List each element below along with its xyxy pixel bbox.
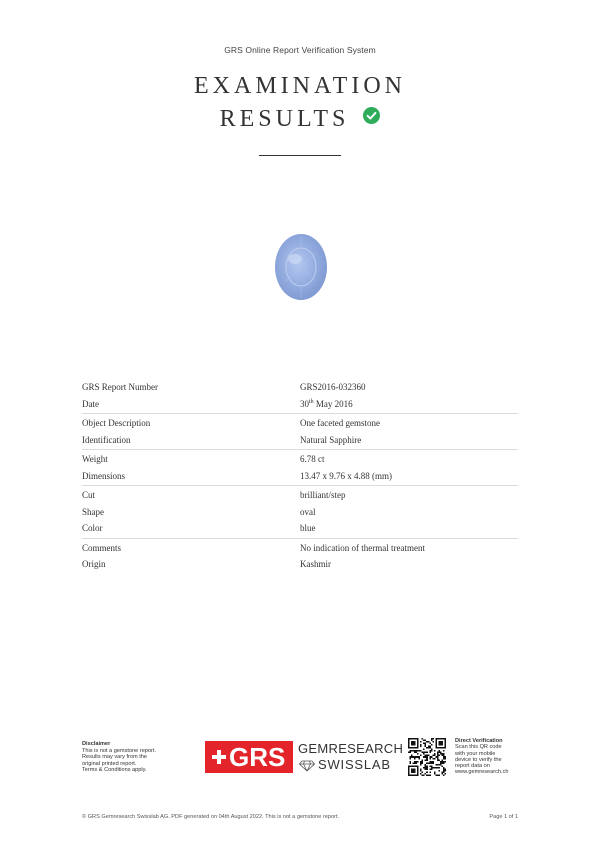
disclaimer-text: This is not a gemstone report. Results may vary from the original printed report. Terms & Conditions apply. [82, 747, 156, 773]
swiss-cross-icon [212, 750, 226, 764]
date-value [300, 399, 518, 409]
logo-name-line1: GEMRESEARCH [298, 741, 404, 756]
date-label: Date [82, 398, 99, 409]
results-table [82, 379, 518, 575]
footer-page-number: Page 1 of 1 [489, 814, 518, 820]
origin-value: Kashmir [300, 559, 331, 570]
check-circle-icon [363, 104, 380, 131]
object-description-label: Object Description [82, 418, 151, 429]
object-description-value: One faceted gemstone [300, 418, 380, 429]
identification-label: Identification [82, 434, 131, 445]
result-row-weight [82, 451, 518, 468]
origin-label: Origin [82, 559, 106, 570]
weight-label: Weight [82, 454, 108, 465]
disclaimer-heading: Disclaimer [82, 741, 111, 747]
qr-code[interactable] [408, 738, 446, 776]
page-title-line1: EXAMINATION [194, 73, 406, 99]
result-row-color [82, 520, 518, 537]
result-row-identification [82, 432, 518, 449]
title-divider [259, 155, 341, 156]
verification-text: Scan this QR code with your mobile device to verify the report data on www.gemresearch.ch [455, 744, 509, 776]
weight-value: 6.78 ct [300, 454, 325, 465]
shape-value: oval [300, 506, 316, 517]
result-row-report-number [82, 379, 518, 396]
date-day: 30 [300, 398, 309, 409]
results-group-appearance [82, 487, 518, 539]
result-row-date [82, 396, 518, 413]
disclaimer [82, 741, 192, 774]
identification-value: Natural Sapphire [300, 434, 362, 445]
verification-heading: Direct Verification [455, 738, 503, 744]
report-number-label: GRS Report Number [82, 382, 158, 393]
results-group-object [82, 415, 518, 450]
result-row-dimensions [82, 468, 518, 485]
result-row-origin [82, 556, 518, 573]
cut-label: Cut [82, 490, 96, 501]
color-value: blue [300, 523, 316, 534]
page-title-results: RESULTS [219, 106, 350, 132]
direct-verification [455, 738, 535, 776]
results-group-report [82, 379, 518, 414]
grs-logo [205, 740, 404, 774]
result-row-comments [82, 540, 518, 557]
logo-letters: GRS [229, 742, 286, 772]
logo-red-box [205, 741, 293, 773]
comments-label: Comments [82, 542, 122, 553]
result-row-object-description [82, 415, 518, 432]
logo-name-line2: SWISSLAB [318, 757, 391, 772]
result-row-cut [82, 487, 518, 504]
sapphire-image [274, 233, 328, 301]
comments-value: No indication of thermal treatment [300, 542, 425, 553]
date-rest: May 2016 [313, 398, 353, 409]
system-name: GRS Online Report Verification System [224, 45, 376, 55]
dimensions-label: Dimensions [82, 470, 126, 481]
dimensions-value: 13.47 x 9.76 x 4.88 (mm) [300, 470, 392, 481]
date-suffix: th [309, 398, 314, 405]
shape-label: Shape [82, 506, 104, 517]
report-number-value: GRS2016-032360 [300, 382, 366, 393]
page-title-line2 [0, 106, 600, 134]
footer-copyright: © GRS Gemresearch Swisslab AG. PDF generated on 04th August 2022. This is not a gemstone report. [82, 814, 340, 820]
cut-value: brilliant/step [300, 490, 346, 501]
results-group-measurements [82, 451, 518, 486]
diamond-icon [299, 759, 315, 771]
color-label: Color [82, 523, 103, 534]
result-row-shape [82, 504, 518, 521]
results-group-comments [82, 540, 518, 574]
